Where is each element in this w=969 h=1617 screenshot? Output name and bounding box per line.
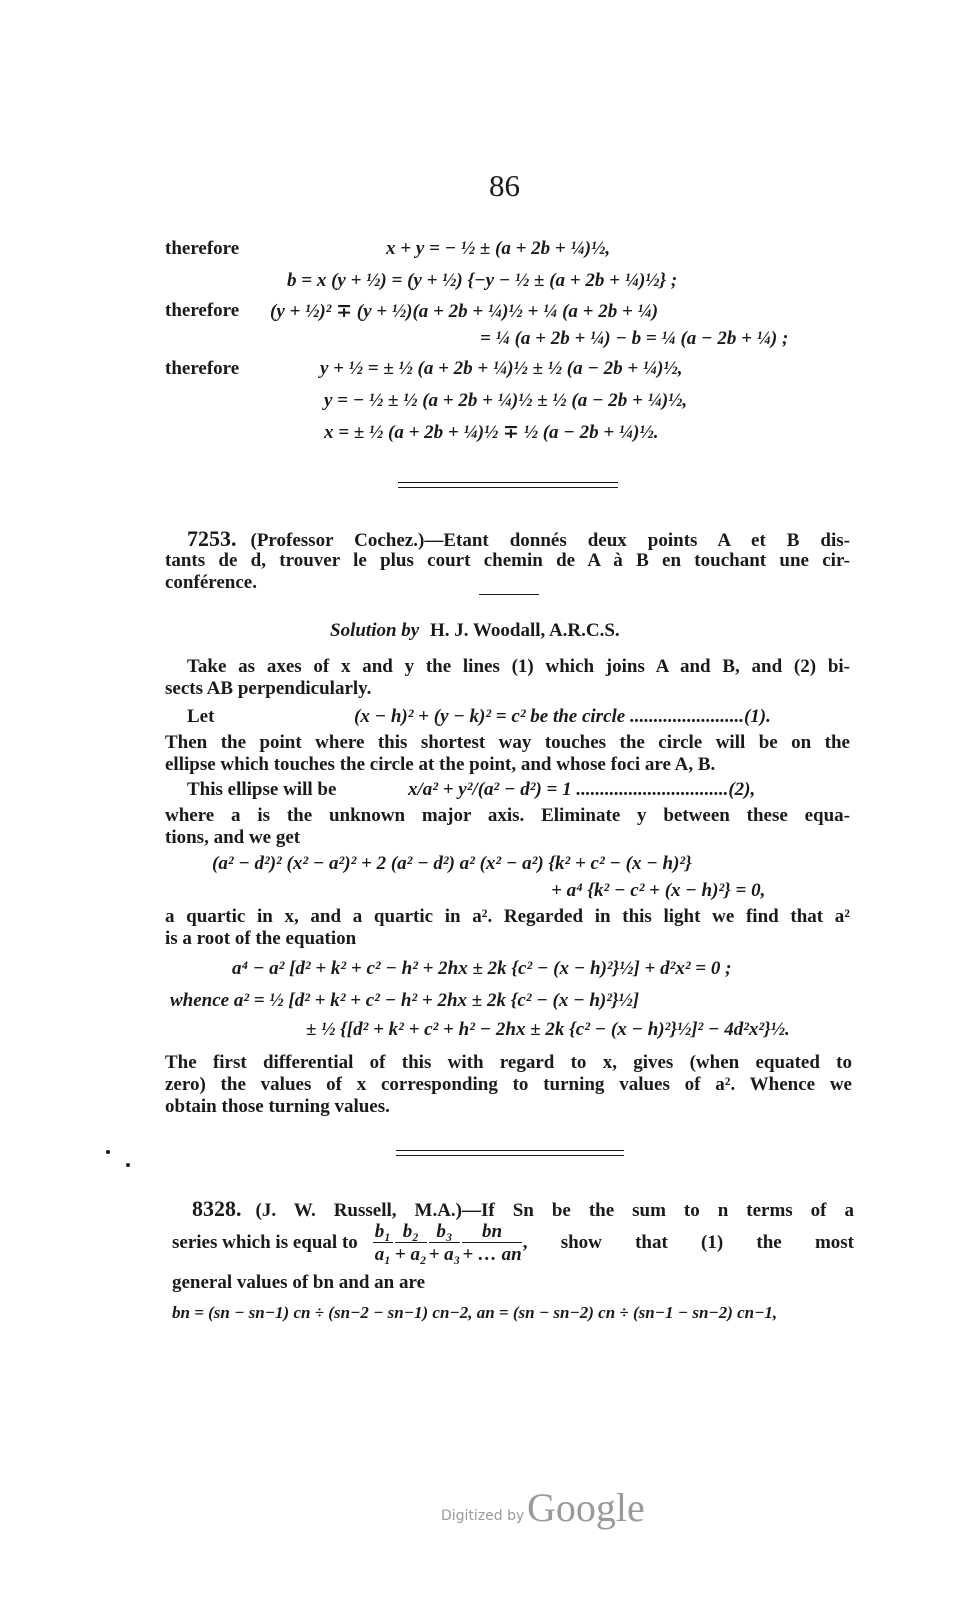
equation-1: x + y = − ½ ± (a + 2b + ¼)½,: [386, 238, 611, 259]
series-fraction-1: [373, 1222, 393, 1264]
para-4-line-2: is a root of the equation: [165, 928, 357, 949]
fraction-numerator: b₃: [429, 1222, 461, 1243]
series-fraction-4: [462, 1222, 521, 1264]
series-fraction-3: [429, 1222, 461, 1264]
para-1-line-1: Take as axes of x and y the lines (1) which joins A and B, and (2) bi-: [187, 656, 850, 677]
ellipse-label: This ellipse will be: [187, 779, 337, 800]
para-1-line-2: sects AB perpendicularly.: [165, 678, 372, 699]
fraction-numerator: bn: [462, 1222, 521, 1243]
question-number: 8328.: [192, 1196, 242, 1221]
para-3-line-1: where a is the unknown major axis. Eliminate y between these equa-: [165, 805, 850, 826]
separator-rule-2b: [396, 1155, 624, 1156]
para-5-line-3: obtain those turning values.: [165, 1096, 390, 1117]
series-intro: series which is equal to: [172, 1232, 358, 1253]
digitized-by-label: Digitized by: [441, 1508, 525, 1524]
ellipse-equation: x/a² + y²/(a² − d²) = 1 ................................(2),: [408, 779, 756, 800]
eliminant-equation-1: (a² − d²)² (x² − a²)² + 2 (a² − d²) a² (x² − a²) {k² + c² − (x − h)²}: [212, 853, 692, 874]
solution-author: H. J. Woodall, A.R.C.S.: [429, 620, 620, 641]
equation-3a: (y + ½)² ∓ (y + ½)(a + 2b + ¼)½ + ¼ (a + 2b + ¼): [270, 301, 659, 322]
whence-equation-2: ± ½ {[d² + k² + c² + h² − 2hx ± 2k {c² − (x − h)²}½]² − 4d²x²}½.: [306, 1019, 790, 1040]
para-3-line-2: tions, and we get: [165, 827, 301, 848]
fraction-numerator: b₁: [374, 1221, 391, 1242]
therefore-label-3: therefore: [165, 358, 240, 379]
solution-label: Solution by: [330, 620, 420, 641]
equation-2: b = x (y + ½) = (y + ½) {−y − ½ ± (a + 2b + ¼)½} ;: [287, 270, 678, 291]
eliminant-equation-2: + a⁴ {k² − c² + (x − h)²} = 0,: [551, 880, 766, 901]
question-8328-line-2: [172, 1222, 854, 1264]
short-rule: [479, 594, 539, 595]
separator-rule-1b: [398, 487, 618, 488]
fraction-denominator: + … an: [462, 1244, 522, 1265]
google-logo: Google: [527, 1485, 645, 1530]
page-number: 86: [489, 168, 520, 203]
fraction-denominator: + a₂: [394, 1244, 427, 1265]
separator-rule-1a: [398, 482, 618, 483]
fraction-numerator: b₂: [395, 1222, 427, 1243]
separator-rule-2a: [396, 1150, 624, 1151]
question-7253-line-1: [187, 526, 850, 552]
circle-equation: (x − h)² + (y − k)² = c² be the circle ........................(1).: [354, 706, 771, 727]
question-8328-line-3: general values of bn and an are: [172, 1272, 426, 1293]
question-text: (J. W. Russell, M.A.)—If Sn be the sum to n terms of a: [255, 1200, 854, 1221]
question-7253-line-2: tants de d, trouver le plus court chemin de A à B en touchant une cir-: [165, 550, 850, 571]
quartic-equation: a⁴ − a² [d² + k² + c² − h² + 2hx ± 2k {c² − (x − h)²}½] + d²x² = 0 ;: [232, 958, 732, 979]
question-number: 7253.: [187, 526, 237, 551]
fraction-denominator: a₁: [374, 1244, 391, 1265]
equation-6: x = ± ½ (a + 2b + ¼)½ ∓ ½ (a − 2b + ¼)½.: [324, 422, 659, 443]
fraction-denominator: + a₃: [428, 1244, 461, 1265]
para-5-line-1: The first differential of this with regard to x, gives (when equated to: [165, 1052, 852, 1073]
equation-5: y = − ½ ± ½ (a + 2b + ¼)½ ± ½ (a − 2b + ¼)½,: [324, 390, 688, 411]
whence-equation-1: whence a² = ½ [d² + k² + c² − h² + 2hx ± 2k {c² − (x − h)²}½]: [170, 990, 640, 1011]
question-8328-line-1: [192, 1196, 854, 1222]
para-2-line-1: Then the point where this shortest way touches the circle will be on the: [165, 732, 850, 753]
question-7253-line-3: conférence.: [165, 572, 257, 593]
therefore-label-1: therefore: [165, 238, 240, 259]
question-text: (Professor Cochez.)—Etant donnés deux points A et B dis-: [250, 530, 850, 551]
series-outro: , show that (1) the most: [522, 1232, 854, 1253]
stray-dot-2: [126, 1163, 130, 1167]
general-values-equation: bn = (sn − sn−1) cn ÷ (sn−2 − sn−1) cn−2, an = (sn − sn−2) cn ÷ (sn−1 − sn−2) cn−1,: [172, 1303, 778, 1322]
equation-3b: = ¼ (a + 2b + ¼) − b = ¼ (a − 2b + ¼) ;: [480, 328, 789, 349]
para-2-line-2: ellipse which touches the circle at the point, and whose foci are A, B.: [165, 754, 716, 775]
let-label: Let: [187, 706, 215, 727]
stray-dot-1: [106, 1150, 110, 1154]
para-5-line-2: zero) the values of x corresponding to turning values of a². Whence we: [165, 1074, 852, 1095]
series-fraction-2: [395, 1222, 427, 1264]
therefore-label-2: therefore: [165, 300, 240, 321]
para-4-line-1: a quartic in x, and a quartic in a². Regarded in this light we find that a²: [165, 906, 850, 927]
solution-byline: [330, 620, 620, 642]
equation-4: y + ½ = ± ½ (a + 2b + ¼)½ ± ½ (a − 2b + ¼)½,: [320, 358, 683, 379]
